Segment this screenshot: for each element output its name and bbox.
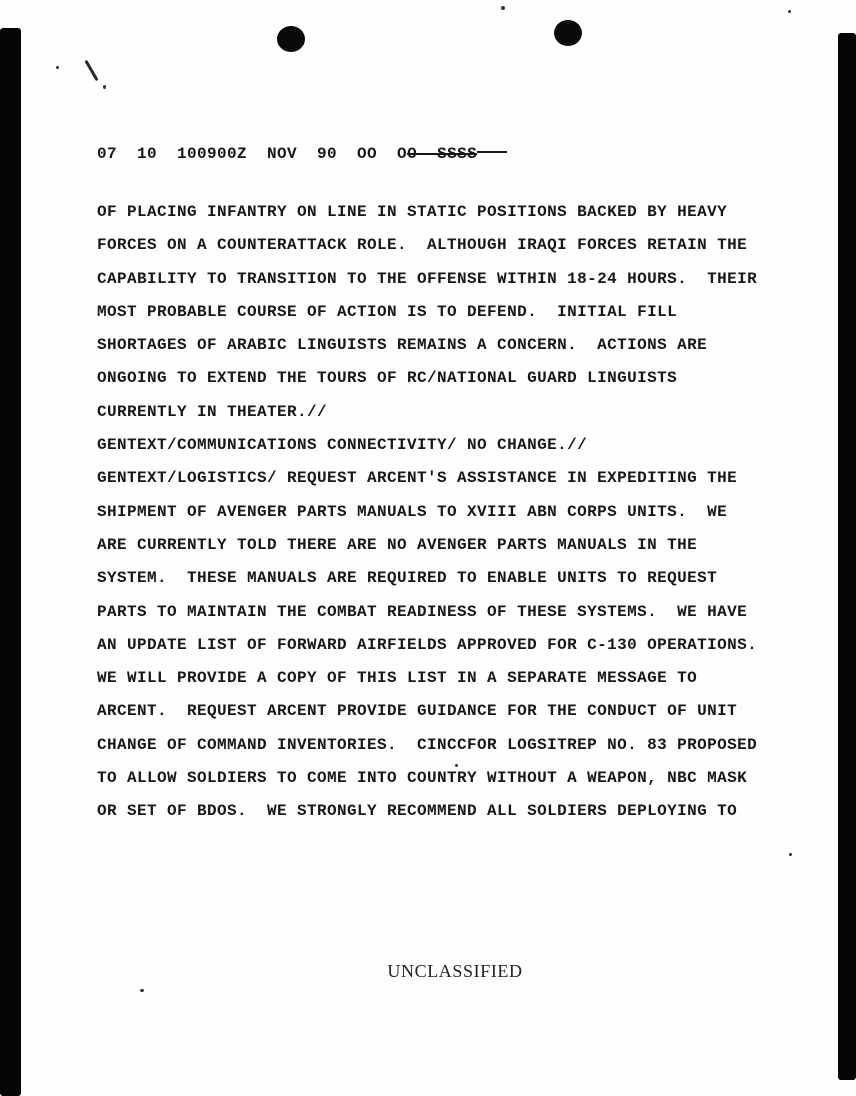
body-line: WE WILL PROVIDE A COPY OF THIS LIST IN A SEPARATE MESSAGE TO [97, 669, 698, 688]
body-line: AN UPDATE LIST OF FORWARD AIRFIELDS APPROVED FOR C-130 OPERATIONS. [97, 635, 758, 654]
body-line: GENTEXT/LOGISTICS/ REQUEST ARCENT'S ASSISTANCE IN EXPEDITING THE [97, 469, 738, 488]
scan-edge-left [0, 28, 21, 1096]
body-line: CHANGE OF COMMAND INVENTORIES. CINCCFOR LOGSITREP NO. 83 PROPOSED [97, 735, 758, 754]
hole-punch-mark [277, 26, 305, 52]
classification-marking: UNCLASSIFIED [387, 961, 523, 981]
ink-speck [501, 6, 505, 10]
body-line: OF PLACING INFANTRY ON LINE IN STATIC POSITIONS BACKED BY HEAVY [97, 203, 728, 221]
body-line: CAPABILITY TO TRANSITION TO THE OFFENSE WITHIN 18-24 HOURS. THEIR [97, 269, 758, 288]
body-line: SYSTEM. THESE MANUALS ARE REQUIRED TO ENABLE UNITS TO REQUEST [97, 569, 718, 588]
ink-speck [789, 853, 792, 856]
pen-checkmark [84, 60, 98, 81]
body-line: CURRENTLY IN THEATER.// [97, 402, 328, 421]
body-line: GENTEXT/COMMUNICATIONS CONNECTIVITY/ NO CHANGE.// [97, 436, 588, 455]
body-line: SHORTAGES OF ARABIC LINGUISTS REMAINS A CONCERN. ACTIONS ARE [97, 336, 708, 355]
ink-speck [140, 989, 144, 992]
body-line: FORCES ON A COUNTERATTACK ROLE. ALTHOUGH IRAQI FORCES RETAIN THE [97, 236, 748, 255]
strikethrough-tail [477, 151, 507, 153]
body-line: TO ALLOW SOLDIERS TO COME INTO COUNTRY WITHOUT A WEAPON, NBC MASK [97, 769, 748, 788]
body-line: ARE CURRENTLY TOLD THERE ARE NO AVENGER PARTS MANUALS IN THE [97, 535, 698, 554]
message-header-line [97, 145, 507, 163]
header-struck-text: O SSSS [407, 145, 478, 163]
body-line: MOST PROBABLE COURSE OF ACTION IS TO DEFEND. INITIAL FILL [97, 302, 678, 321]
body-line: ARCENT. REQUEST ARCENT PROVIDE GUIDANCE FOR THE CONDUCT OF UNIT [97, 702, 738, 721]
message-body [97, 196, 797, 829]
body-line: ONGOING TO EXTEND THE TOURS OF RC/NATIONAL GUARD LINGUISTS [97, 369, 678, 388]
scan-edge-right [838, 33, 856, 1080]
ink-speck [788, 10, 791, 13]
body-line: OR SET OF BDOS. WE STRONGLY RECOMMEND ALL SOLDIERS DEPLOYING TO [97, 802, 738, 821]
header-prefix-text: 07 10 100900Z NOV 90 OO O [97, 145, 408, 163]
body-line: SHIPMENT OF AVENGER PARTS MANUALS TO XVIII ABN CORPS UNITS. WE [97, 502, 728, 521]
hole-punch-mark [554, 20, 582, 46]
ink-speck [56, 66, 59, 69]
ink-speck [103, 85, 106, 89]
body-line: PARTS TO MAINTAIN THE COMBAT READINESS OF THESE SYSTEMS. WE HAVE [97, 602, 748, 621]
